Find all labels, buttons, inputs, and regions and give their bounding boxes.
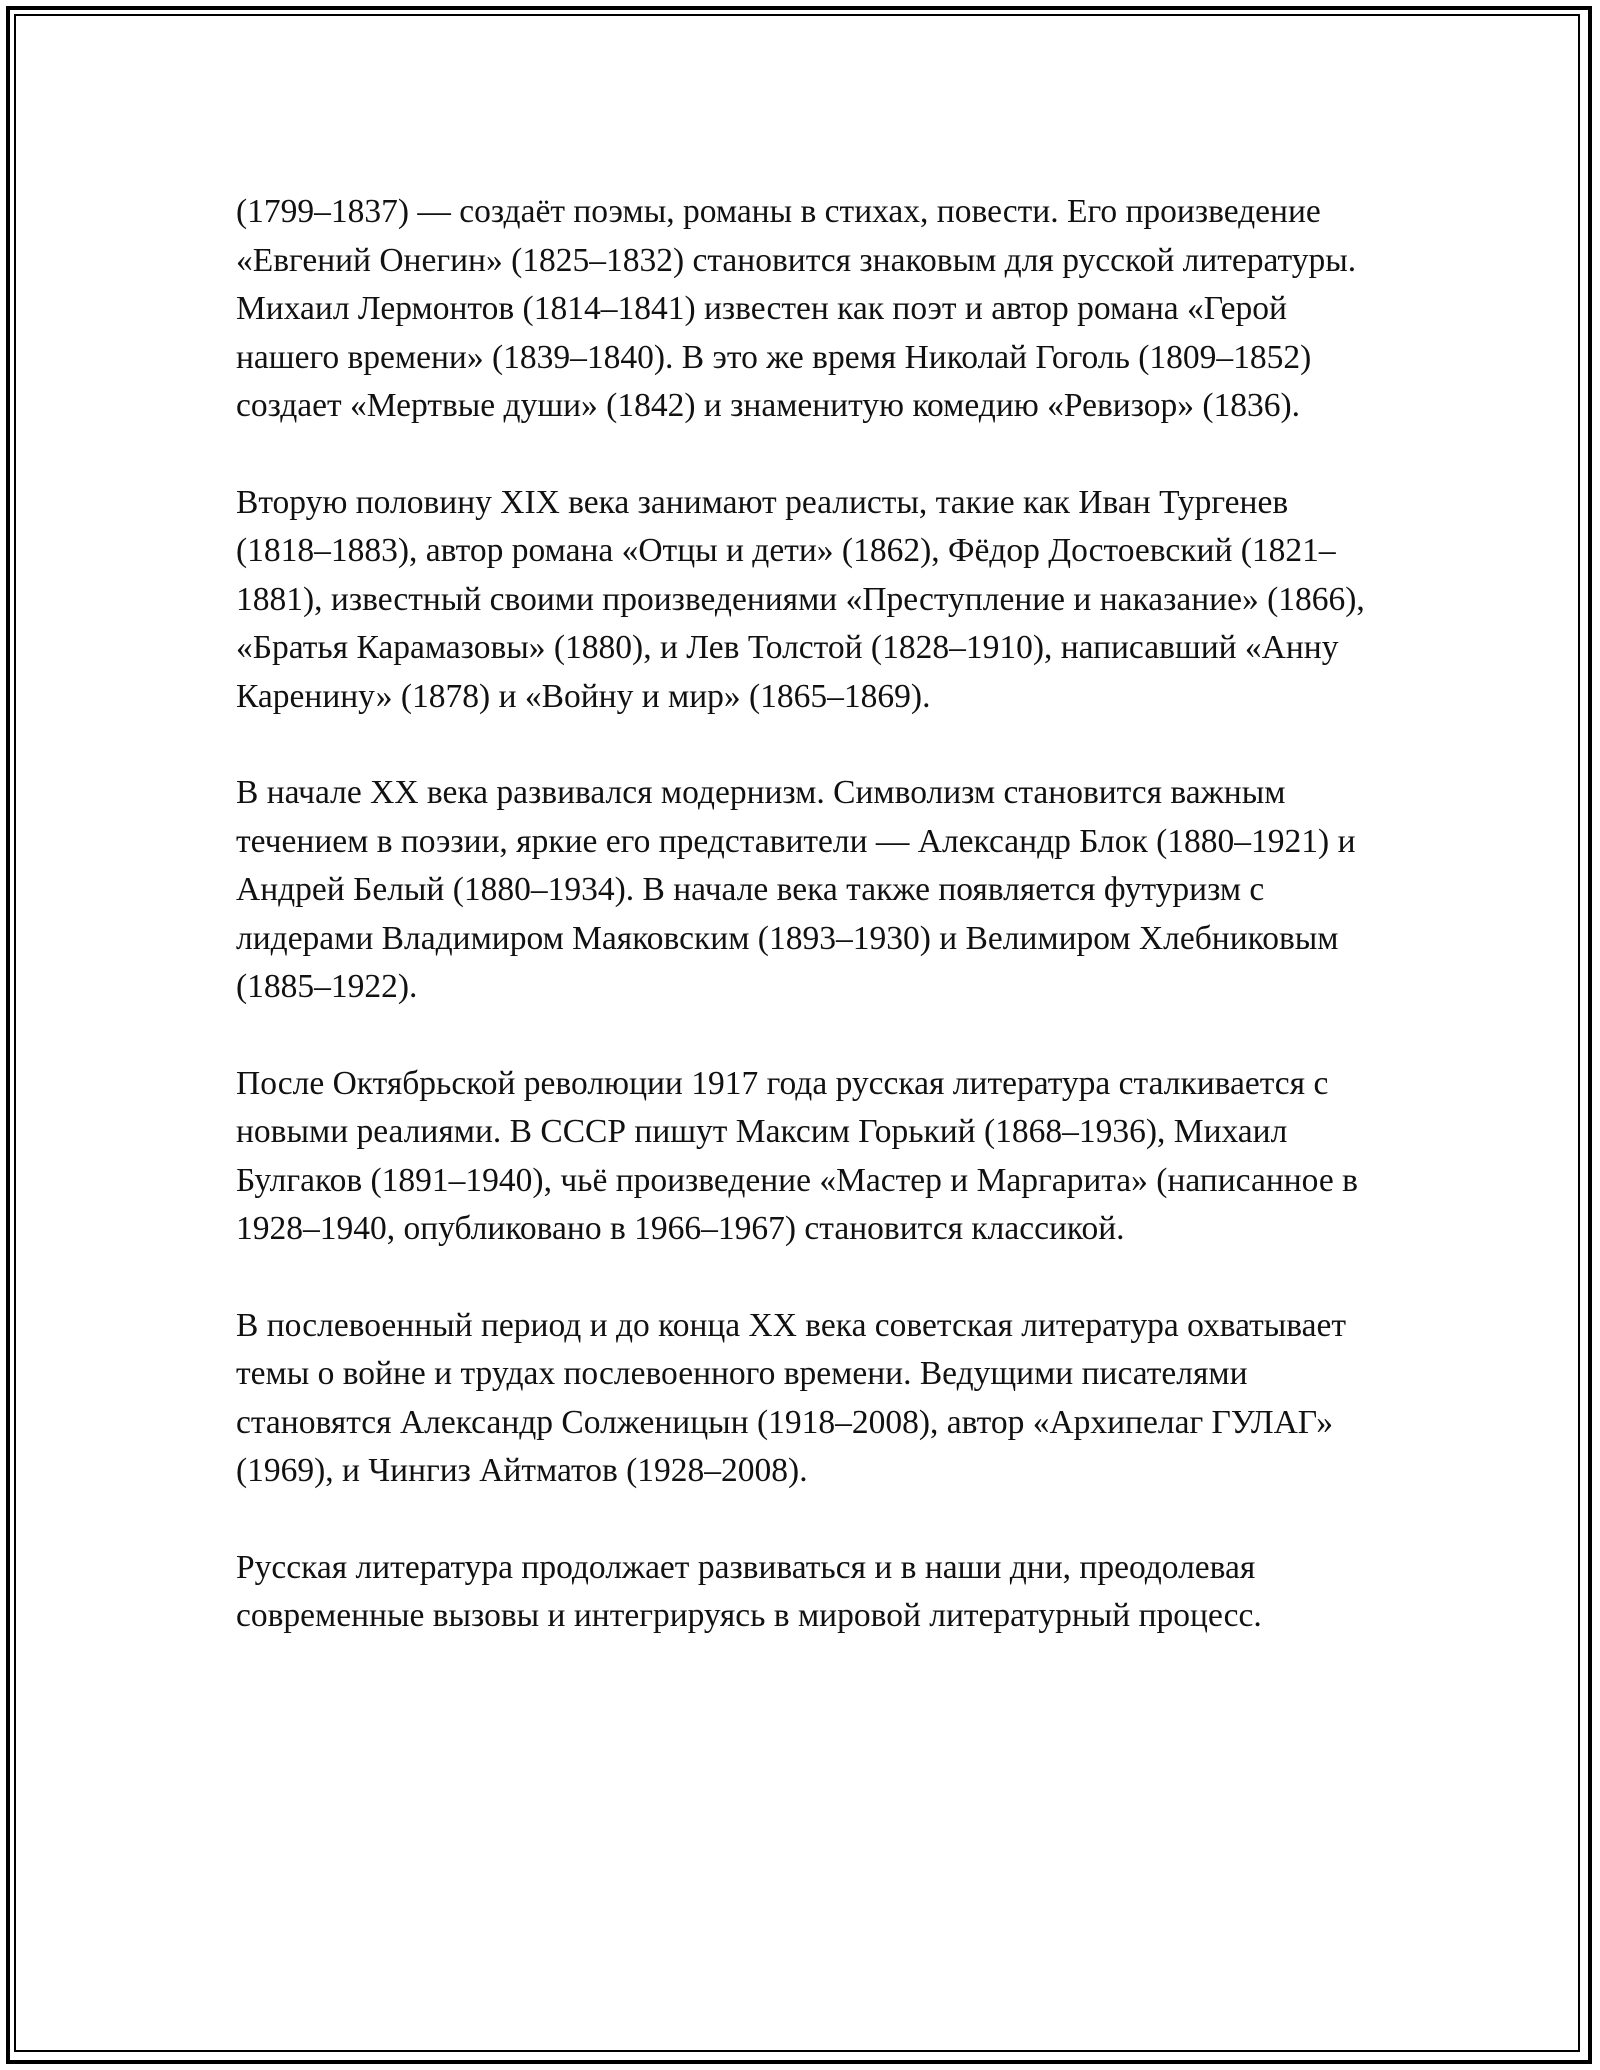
paragraph-modernism: В начале XX века развивался модернизм. Символизм становится важным течением в поэзии, яркие его представители — Александр Блок (1880–1921) и Андрей Белый (1880–1934). В начале века также появляется футуризм с лидерами Владимиром Маяковским (1893–1930) и Велимиром Хлебниковым (1885–1922).: [236, 774, 1356, 1005]
paragraph-postwar: В послевоенный период и до конца XX века советская литература охватывает темы о войне и трудах послевоенного времени. Ведущими писателями становятся Александр Солженицын (1918–2008), автор «Архипелаг ГУЛАГ» (1969), и Чингиз Айтматов (1928–2008).: [236, 1306, 1347, 1489]
paragraph-realism: Вторую половину XIX века занимают реалисты, такие как Иван Тургенев (1818–1883), автор романа «Отцы и дети» (1862), Фёдор Достоевский (1821–1881), известный своими произведениями «Преступление и наказание» (1866), «Братья Карамазовы» (1880), и Лев Толстой (1828–1910), написавший «Анну Каренину» (1878) и «Войну и мир» (1865–1869).: [236, 483, 1365, 715]
document-body: [236, 188, 1372, 1641]
paragraph-contemporary: Русская литература продолжает развиваться и в наши дни, преодолевая современные вызовы и интегрируясь в мировой литературный процесс.: [236, 1548, 1262, 1634]
paragraph-romanticism: (1799–1837) — создаёт поэмы, романы в стихах, повести. Его произведение «Евгений Онегин» (1825–1832) становится знаковым для русской литературы. Михаил Лермонтов (1814–1841) известен как поэт и автор романа «Герой нашего времени» (1839–1840). В это же время Николай Гоголь (1809–1852) создает «Мертвые души» (1842) и знаменитую комедию «Ревизор» (1836).: [236, 193, 1357, 424]
paragraph-soviet-era: После Октябрьской революции 1917 года русская литература сталкивается с новыми реалиями. В СССР пишут Максим Горький (1868–1936), Михаил Булгаков (1891–1940), чьё произведение «Мастер и Маргарита» (написанное в 1928–1940, опубликовано в 1966–1967) становится классикой.: [236, 1064, 1358, 1247]
